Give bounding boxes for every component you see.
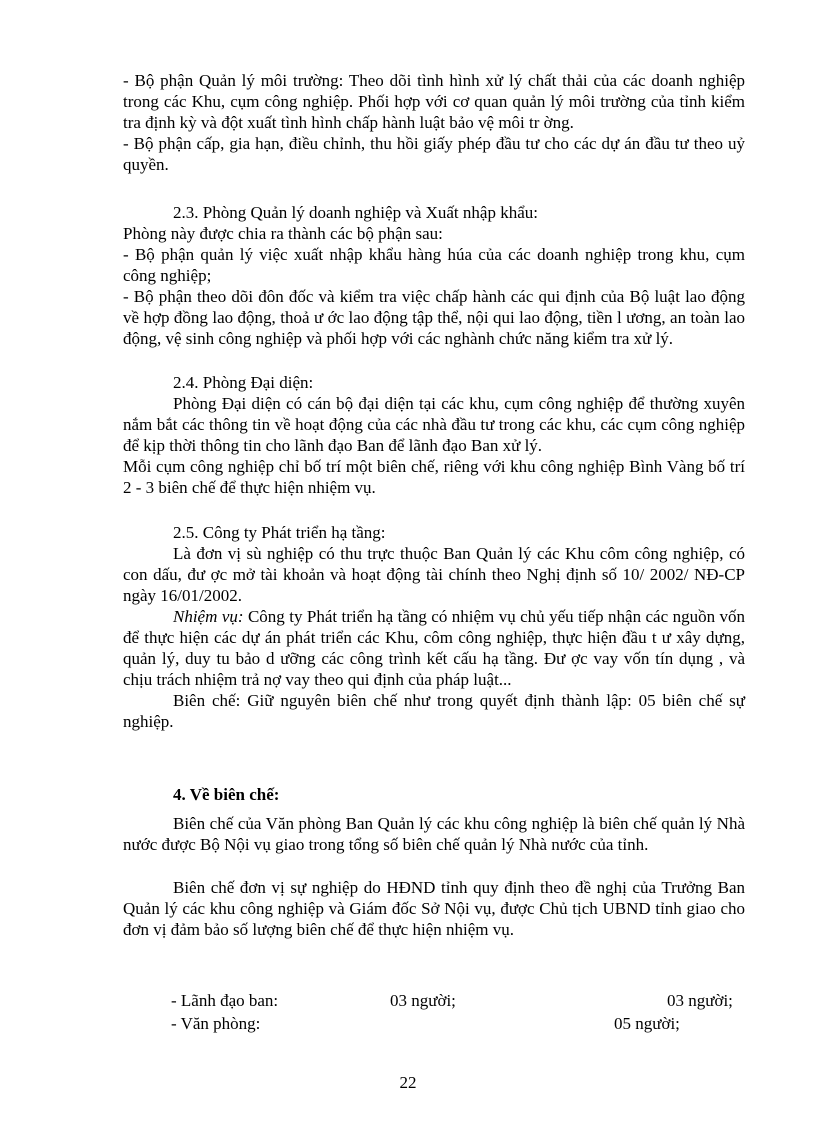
heading-2-5: 2.5. Công ty Phát triển hạ tầng:	[173, 523, 386, 542]
staff-row-office	[0, 1013, 816, 1034]
paragraph-company-staffing: Biên chế: Giữ nguyên biên chế như trong quyết định thành lập: 05 biên chế sự nghiệp.	[123, 691, 745, 731]
section-4	[123, 784, 745, 805]
section-2-4	[123, 372, 745, 498]
section-2-2-items	[123, 70, 745, 175]
staff-row-label: - Lãnh đạo ban:	[171, 991, 279, 1010]
staff-row-leadership	[0, 990, 816, 1011]
section-2-3	[123, 202, 745, 349]
heading-4: 4. Về biên chế:	[173, 785, 280, 804]
paragraph-representative-office: Phòng Đại diện có cán bộ đại diện tại các khu, cụm công nghiệp để thường xuyên nắm bắt các thông tin về hoạt động của các nhà đầu tư trong các khu, các cụm công nghiệp để kịp thời thông tin cho lãnh đạo Ban để lãnh đạo Ban xử lý.	[123, 394, 745, 455]
paragraph-company-status: Là đơn vị sù nghiệp có thu trực thuộc Ban Quản lý các Khu côm công nghiệp, có con dấu, đư ợc mở tài khoản và hoạt động tài chính theo Nghị định số 10/ 2002/ NĐ-CP ngày 16/01/2002.	[123, 544, 745, 605]
staff-row-label: - Văn phòng:	[171, 1014, 261, 1033]
paragraph-labor-law-dept: - Bộ phận theo dõi đôn đốc và kiểm tra việc chấp hành các qui định của Bộ luật lao động về hợp đồng lao động, thoả ư ớc lao động tập thể, nội qui lao động, tiền l ương, an toàn lao động, vệ sinh công nghiệp và phối hợp với các nghành chức năng kiểm tra xử lý.	[123, 287, 745, 348]
paragraph-company-duties	[123, 606, 745, 690]
paragraph-environment-dept: - Bộ phận Quản lý môi trường: Theo dõi tình hình xử lý chất thải của các doanh nghiệp trong các Khu, cụm công nghiệp. Phối hợp với cơ quan quản lý môi trường của tỉnh kiểm tra định kỳ và đột xuất tình hình chấp hành luật bảo vệ môi tr ờng.	[123, 71, 745, 132]
heading-2-3: 2.3. Phòng Quản lý doanh nghiệp và Xuất nhập khẩu:	[173, 203, 538, 222]
paragraph-state-staffing: Biên chế của Văn phòng Ban Quản lý các khu công nghiệp là biên chế quản lý Nhà nước được Bộ Nội vụ giao trong tổng số biên chế quản lý Nhà nước của tỉnh.	[123, 814, 745, 854]
section-2-5	[123, 522, 745, 732]
section-4-body-2	[123, 877, 745, 940]
paragraph-public-service-staffing: Biên chế đơn vị sự nghiệp do HĐND tỉnh quy định theo đề nghị của Trưởng Ban Quản lý các khu công nghiệp và Giám đốc Sở Nội vụ, được Chủ tịch UBND tỉnh giao cho đơn vị đảm bảo số lượng biên chế để thực hiện nhiệm vụ.	[123, 878, 745, 939]
staff-row-col3: 05 người;	[614, 1014, 680, 1033]
paragraph-import-export-dept: - Bộ phận quản lý việc xuất nhập khẩu hàng húa của các doanh nghiệp trong khu, cụm công nghiệp;	[123, 245, 745, 285]
duties-label: Nhiệm vụ:	[173, 607, 244, 626]
heading-2-4: 2.4. Phòng Đại diện:	[173, 373, 314, 392]
staff-row-col2: 03 người;	[390, 991, 456, 1010]
paragraph-investment-license-dept: - Bộ phận cấp, gia hạn, điều chỉnh, thu hồi giấy phép đầu tư cho các dự án đầu tư theo uỷ quyền.	[123, 134, 745, 174]
section-4-body	[123, 813, 745, 855]
staff-row-col3: 03 người;	[667, 991, 733, 1010]
paragraph-divisions-intro: Phòng này được chia ra thành các bộ phận sau:	[123, 224, 443, 243]
page-number: 22	[399, 1073, 417, 1092]
paragraph-cluster-staffing: Mỗi cụm công nghiệp chỉ bố trí một biên chế, riêng với khu công nghiệp Bình Vàng bố trí 2 - 3 biên chế để thực hiện nhiệm vụ.	[123, 457, 745, 497]
duties-text: Công ty Phát triển hạ tầng có nhiệm vụ chủ yếu tiếp nhận các nguồn vốn để thực hiện các dự án phát triển các Khu, côm công nghiệp, thực hiện đầu t ư xây dựng, quản lý, duy tu bảo d ưỡng các công trình kết cấu hạ tầng. Đư ợc vay vốn tín dụng , và chịu trách nhiệm trả nợ vay theo qui định của pháp luật...	[123, 607, 745, 689]
